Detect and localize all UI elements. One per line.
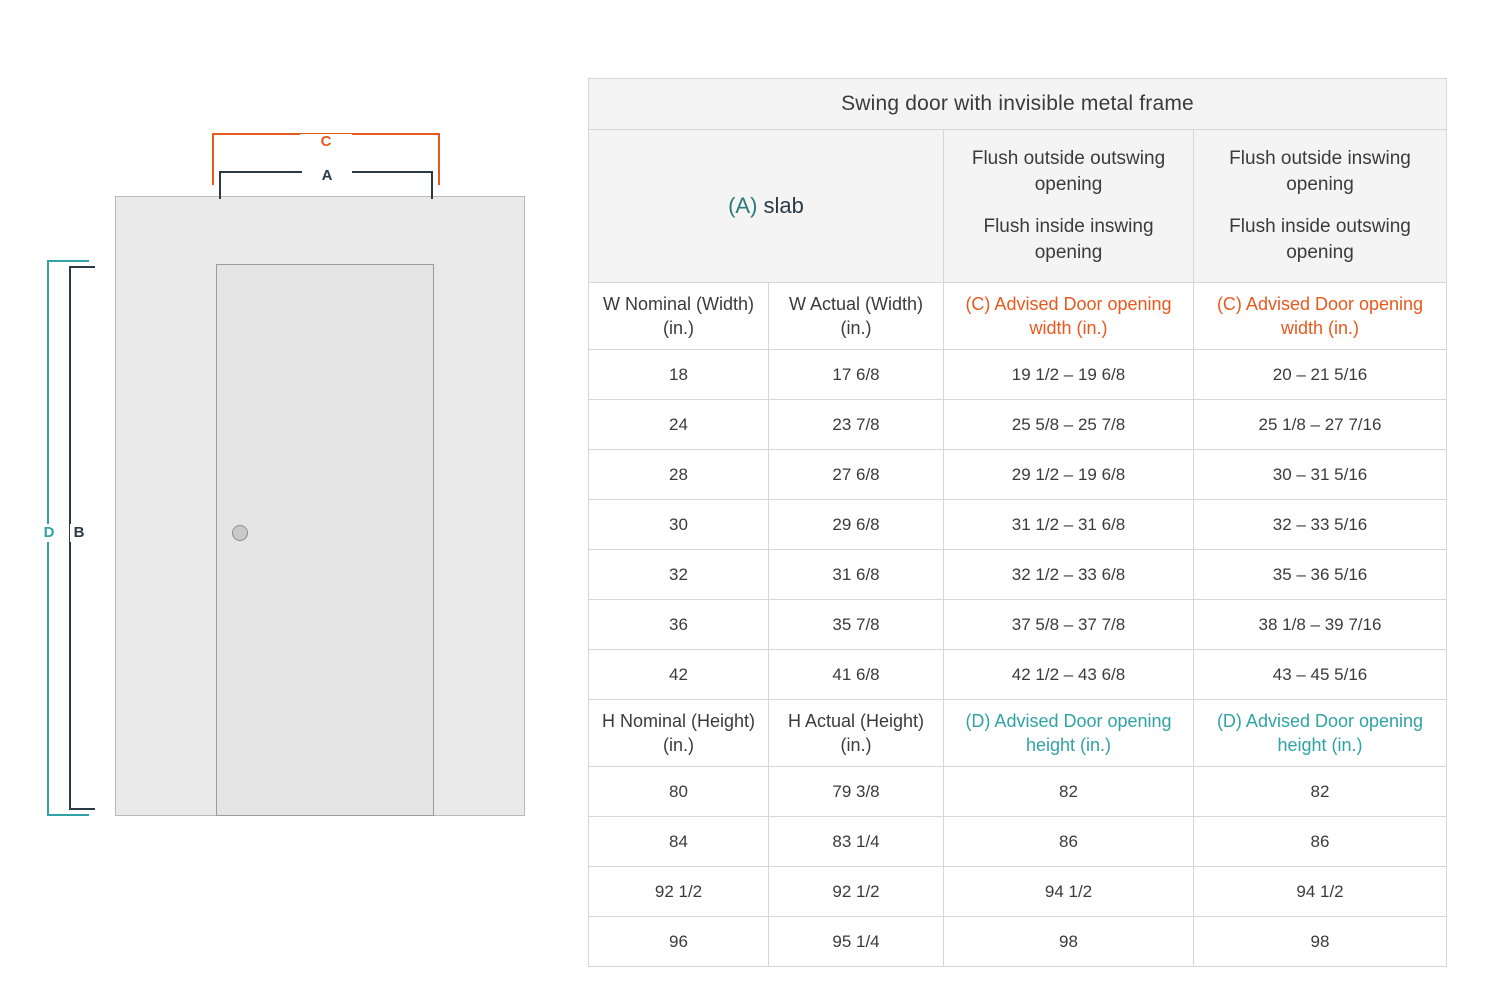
table-row [589,550,1447,600]
cell-w-actual: 31 6/8 [769,550,944,600]
cell-w-actual: 29 6/8 [769,500,944,550]
cell-h-nominal: 80 [589,767,769,817]
cell-w-nominal: 24 [589,400,769,450]
subheader-c-width-inswing: (C) Advised Door opening width (in.) [1194,283,1447,350]
subheader-d-height-outswing: (D) Advised Door opening height (in.) [944,700,1194,767]
header-outswing-line1: Flush outside outswing opening [971,148,1166,195]
door-size-table [588,78,1447,967]
cell-h-actual: 92 1/2 [769,867,944,917]
height-subheader-row [589,700,1447,767]
cell-h-actual: 83 1/4 [769,817,944,867]
table-row [589,400,1447,450]
dimension-a-label: A [302,168,352,184]
cell-c-outswing: 25 5/8 – 25 7/8 [944,400,1194,450]
header-inswing-opening [1194,130,1447,283]
header-outswing-opening [944,130,1194,283]
cell-h-nominal: 84 [589,817,769,867]
spec-table-container [588,78,1446,967]
cell-c-outswing: 42 1/2 – 43 6/8 [944,650,1194,700]
cell-d-inswing: 98 [1194,917,1447,967]
header-inswing-line2: Flush inside outswing opening [1229,216,1411,263]
cell-c-inswing: 30 – 31 5/16 [1194,450,1447,500]
cell-c-outswing: 37 5/8 – 37 7/8 [944,600,1194,650]
cell-c-inswing: 32 – 33 5/16 [1194,500,1447,550]
cell-d-outswing: 98 [944,917,1194,967]
cell-w-nominal: 32 [589,550,769,600]
cell-h-nominal: 96 [589,917,769,967]
cell-c-outswing: 29 1/2 – 19 6/8 [944,450,1194,500]
cell-d-outswing: 82 [944,767,1194,817]
cell-c-inswing: 38 1/8 – 39 7/16 [1194,600,1447,650]
cell-c-outswing: 32 1/2 – 33 6/8 [944,550,1194,600]
cell-d-inswing: 82 [1194,767,1447,817]
table-row [589,350,1447,400]
cell-h-actual: 95 1/4 [769,917,944,967]
cell-d-outswing: 94 1/2 [944,867,1194,917]
cell-w-nominal: 18 [589,350,769,400]
header-slab-letter: (A) [728,193,758,218]
cell-d-inswing: 86 [1194,817,1447,867]
cell-c-inswing: 20 – 21 5/16 [1194,350,1447,400]
subheader-h-actual: H Actual (Height) (in.) [769,700,944,767]
header-inswing-line1: Flush outside inswing opening [1229,148,1411,195]
cell-w-actual: 17 6/8 [769,350,944,400]
subheader-c-width-outswing: (C) Advised Door opening width (in.) [944,283,1194,350]
dimension-d-label: D [40,524,58,542]
table-row [589,600,1447,650]
cell-w-nominal: 28 [589,450,769,500]
cell-h-actual: 79 3/8 [769,767,944,817]
subheader-d-height-inswing: (D) Advised Door opening height (in.) [1194,700,1447,767]
cell-c-inswing: 35 – 36 5/16 [1194,550,1447,600]
subheader-w-actual: W Actual (Width) (in.) [769,283,944,350]
table-row [589,917,1447,967]
subheader-w-nominal: W Nominal (Width) (in.) [589,283,769,350]
table-row [589,817,1447,867]
cell-w-actual: 27 6/8 [769,450,944,500]
dimension-c-label: C [300,134,352,150]
cell-w-actual: 41 6/8 [769,650,944,700]
header-slab [589,130,944,283]
table-row [589,650,1447,700]
cell-w-actual: 23 7/8 [769,400,944,450]
cell-d-outswing: 86 [944,817,1194,867]
door-diagram [0,0,570,1000]
subheader-h-nominal: H Nominal (Height) (in.) [589,700,769,767]
cell-c-outswing: 19 1/2 – 19 6/8 [944,350,1194,400]
door-knob-icon [232,525,248,541]
table-header-row [589,130,1447,283]
header-outswing-line2: Flush inside inswing opening [983,216,1154,263]
table-title-row [589,79,1447,130]
dimension-b-label: B [70,524,88,542]
cell-w-nominal: 36 [589,600,769,650]
cell-w-actual: 35 7/8 [769,600,944,650]
width-subheader-row [589,283,1447,350]
cell-w-nominal: 30 [589,500,769,550]
door-slab-shape [216,264,434,816]
cell-c-inswing: 43 – 45 5/16 [1194,650,1447,700]
cell-w-nominal: 42 [589,650,769,700]
table-row [589,767,1447,817]
cell-c-inswing: 25 1/8 – 27 7/16 [1194,400,1447,450]
cell-d-inswing: 94 1/2 [1194,867,1447,917]
table-row [589,867,1447,917]
table-title: Swing door with invisible metal frame [589,79,1447,130]
header-slab-word: slab [763,193,804,218]
table-row [589,500,1447,550]
table-row [589,450,1447,500]
cell-h-nominal: 92 1/2 [589,867,769,917]
cell-c-outswing: 31 1/2 – 31 6/8 [944,500,1194,550]
